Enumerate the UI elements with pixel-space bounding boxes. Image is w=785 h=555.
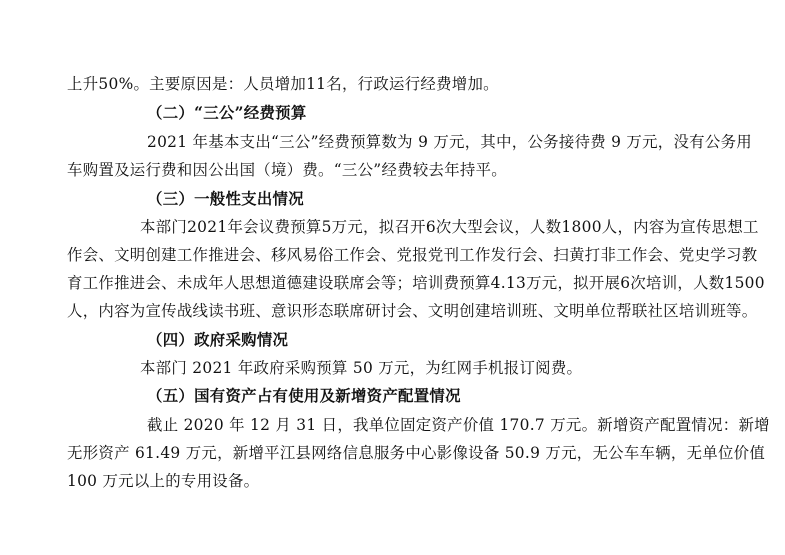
paragraph-line: 车购置及运行费和因公出国（境）费。“三公”经费较去年持平。 [67, 161, 507, 179]
paragraph-line: 截止 2020 年 12 月 31 日，我单位固定资产价值 170.7 万元。新增资产配置情况：新增 [147, 416, 770, 434]
section-heading-san-gong: （二）“三公”经费预算 [147, 104, 307, 122]
paragraph-line: 上升50%。主要原因是：人员增加11名，行政运行经费增加。 [67, 75, 499, 93]
paragraph-line: 育工作推进会、未成年人思想道德建设联席会等；培训费预算4.13万元，拟开展6次培训，人数1500 [67, 274, 765, 292]
paragraph-line: 无形资产 61.49 万元，新增平江县网络信息服务中心影像设备 50.9 万元，无公车车辆，无单位价值 [67, 444, 766, 462]
paragraph-line: 人，内容为宣传战线读书班、意识形态联席研讨会、文明创建培训班、文明单位帮联社区培训班等。 [67, 302, 758, 320]
paragraph-line: 本部门 2021 年政府采购预算 50 万元，为红网手机报订阅费。 [140, 359, 583, 377]
section-heading-state-assets: （五）国有资产占有使用及新增资产配置情况 [147, 387, 461, 405]
paragraph-line: 作会、文明创建工作推进会、移风易俗工作会、党报党刊工作发行会、扫黄打非工作会、党史学习教 [67, 246, 758, 264]
paragraph-line: 2021 年基本支出“三公”经费预算数为 9 万元，其中，公务接待费 9 万元，没有公务用 [147, 133, 752, 151]
paragraph-line: 本部门2021年会议费预算5万元，拟召开6次大型会议，人数1800人，内容为宣传思想工 [140, 218, 759, 236]
section-heading-general-expenditure: （三）一般性支出情况 [147, 190, 304, 208]
section-heading-procurement: （四）政府采购情况 [147, 331, 289, 349]
paragraph-line: 100 万元以上的专用设备。 [67, 472, 260, 490]
